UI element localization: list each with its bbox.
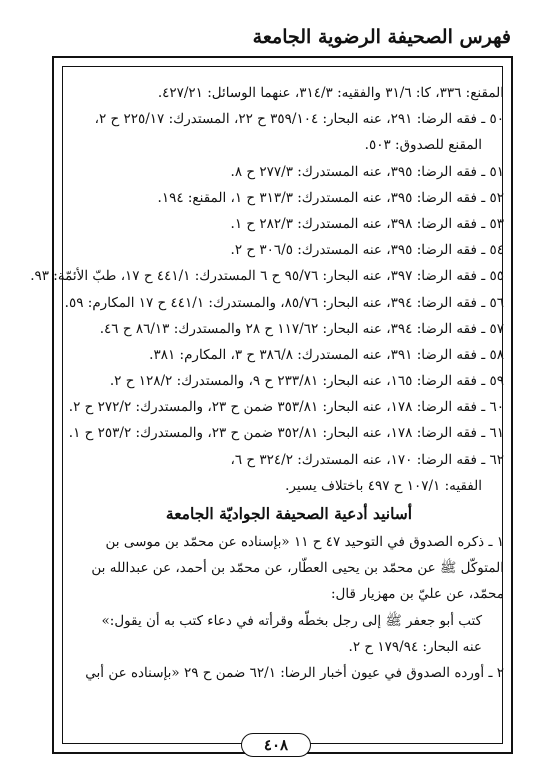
body-line: المقنع للصدوق: ٥٠٣.	[364, 137, 482, 154]
section-line: ١ ـ ذكره الصدوق في التوحيد ٤٧ ح ١١ «بإسناده عن محمّد بن موسى بن	[105, 534, 504, 550]
body-line: ٥٠ ـ فقه الرضا: ٢٩١، عنه البحار: ٣٥٩/١٠٤ ح ٢٢، المستدرك: ٢٢٥/١٧ ح ٢،	[94, 111, 504, 128]
section-line: المتوكّل ﷺ عن محمّد بن يحيى العطّار، عن محمّد بن أحمد، عن عبدالله بن	[91, 560, 504, 577]
section-line: ٢ ـ أورده الصدوق في عيون أخبار الرضا: ٦٢/١ ضمن ح ٢٩ «بإسناده عن أبي	[85, 664, 504, 681]
body-line: ٥٤ ـ فقه الرضا: ٣٩٥، عنه المستدرك: ٣٠٦/٥ ح ٢.	[230, 242, 504, 259]
body-line: الفقيه: ١٠٧/١ ح ٤٩٧ باختلاف يسير.	[285, 477, 482, 494]
body-line: ٥٩ ـ فقه الرضا: ١٦٥، عنه البحار: ٢٣٣/٨١ ح ٩، والمستدرك: ١٢٨/٢ ح ٢.	[109, 373, 504, 390]
body-line: ٦١ ـ فقه الرضا: ١٧٨، عنه البحار: ٣٥٢/٨١ ضمن ح ٢٣، والمستدرك: ٢٥٣/٢ ح ١.	[68, 425, 504, 442]
body-line: ٥٧ ـ فقه الرضا: ٣٩٤، عنه البحار: ١١٧/٦٢ ح ٢٨ والمستدرك: ٨٦/١٣ ح ٤٦.	[99, 320, 504, 337]
body-line: ٥٢ ـ فقه الرضا: ٣٩٥، عنه المستدرك: ٣١٣/٣ ح ١، المقنع: ١٩٤.	[157, 189, 504, 206]
section-quote-line: كتب أبو جعفر ﷺ إلى رجل بخطّه وقرأته في دعاء كتب به أن يقول:»	[101, 612, 482, 629]
section-heading: أسانيد أدعية الصحيفة الجواديّة الجامعة	[165, 504, 413, 523]
page-body	[30, 80, 504, 686]
section-line: عنه البحار: ١٧٩/٩٤ ح ٢.	[348, 638, 482, 655]
body-line: ٥١ ـ فقه الرضا: ٣٩٥، عنه المستدرك: ٢٧٧/٣ ح ٨.	[230, 163, 504, 180]
body-line: ٥٣ ـ فقه الرضا: ٣٩٨، عنه المستدرك: ٢٨٢/٣ ح ١.	[230, 215, 504, 232]
page-header-title: فهرس الصحيفة الرضوية الجامعة	[252, 26, 511, 48]
body-line: ٦٠ ـ فقه الرضا: ١٧٨، عنه البحار: ٣٥٣/٨١ ضمن ح ٢٣، والمستدرك: ٢٧٢/٢ ح ٢.	[68, 399, 504, 416]
page-number: ٤٠٨	[241, 733, 311, 757]
body-line: ٥٥ ـ فقه الرضا: ٣٩٧، عنه البحار: ٩٥/٧٦ ح ٦ المستدرك: ٤٤١/١ ح ١٧، طبّ الأئمّة: ٩٣.	[30, 268, 504, 285]
body-line: ٥٦ ـ فقه الرضا: ٣٩٤، عنه البحار: ٨٥/٧٦، والمستدرك: ٤٤١/١ ح ١٧ المكارم: ٥٩.	[64, 294, 504, 311]
body-line: المقنع: ٣٣٦، كا: ٣١/٦ والفقيه: ٣١٤/٣، عنهما الوسائل: ٤٢٧/٢١.	[157, 85, 504, 101]
body-line: ٦٢ ـ فقه الرضا: ١٧٠، عنه المستدرك: ٣٢٤/٢ ح ٦،	[230, 451, 504, 468]
section-line: محمّد، عن عليّ بن مهزيار قال:	[330, 586, 504, 603]
body-line: ٥٨ ـ فقه الرضا: ٣٩١، عنه المستدرك: ٣٨٦/٨ ح ٣، المكارم: ٣٨١.	[149, 346, 504, 363]
